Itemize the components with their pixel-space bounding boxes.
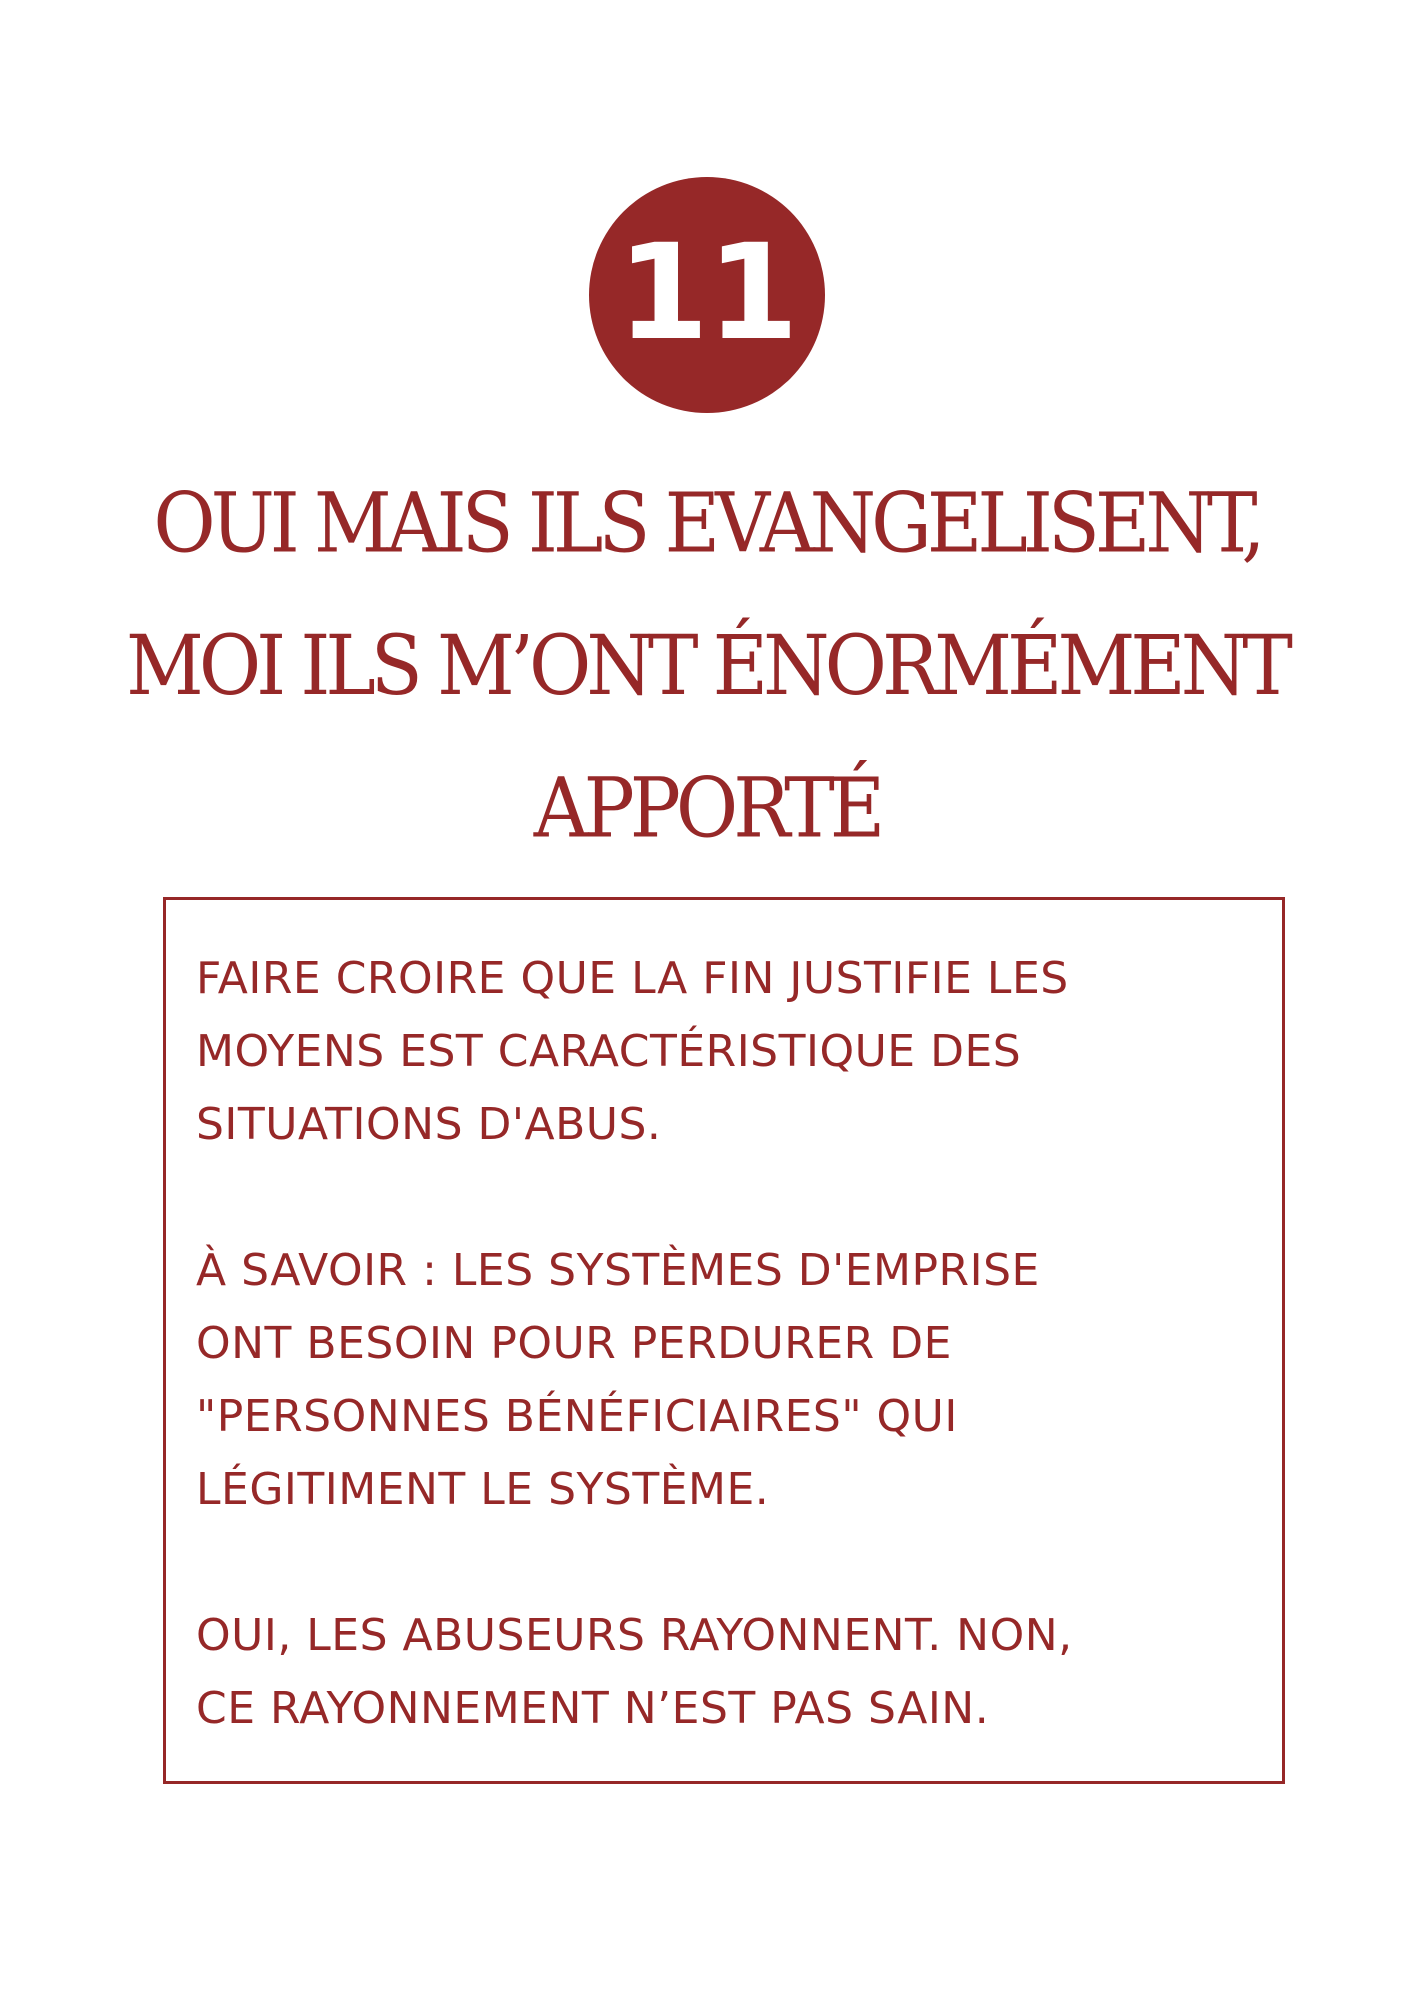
text-line: "PERSONNES BÉNÉFICIAIRES" QUI [196, 1391, 958, 1442]
page-title [60, 452, 1354, 880]
title-line: OUI MAIS ILS EVANGELISENT, [153, 474, 1261, 571]
title-line: APPORTÉ [533, 759, 881, 856]
text-line: SITUATIONS D'ABUS. [196, 1099, 662, 1150]
info-card [163, 897, 1285, 1784]
text-line: OUI, LES ABUSEURS RAYONNENT. NON, [196, 1610, 1073, 1661]
title-line: MOI ILS M’ONT ÉNORMÉMENT [126, 617, 1288, 714]
text-line: FAIRE CROIRE QUE LA FIN JUSTIFIE LES [196, 953, 1069, 1004]
text-line: À SAVOIR : LES SYSTÈMES D'EMPRISE [196, 1245, 1040, 1296]
paragraph-conclusion [196, 1599, 1266, 1745]
paragraph-a-savoir [196, 1234, 1266, 1526]
badge-number: 11 [617, 216, 797, 370]
text-line: CE RAYONNEMENT N’EST PAS SAIN. [196, 1683, 990, 1734]
number-badge [589, 177, 825, 413]
text-line: LÉGITIMENT LE SYSTÈME. [196, 1464, 770, 1515]
card-text [196, 942, 1266, 1745]
paragraph-end-justifies-means [196, 942, 1266, 1161]
text-line: MOYENS EST CARACTÉRISTIQUE DES [196, 1026, 1022, 1077]
text-line: ONT BESOIN POUR PERDURER DE [196, 1318, 952, 1369]
